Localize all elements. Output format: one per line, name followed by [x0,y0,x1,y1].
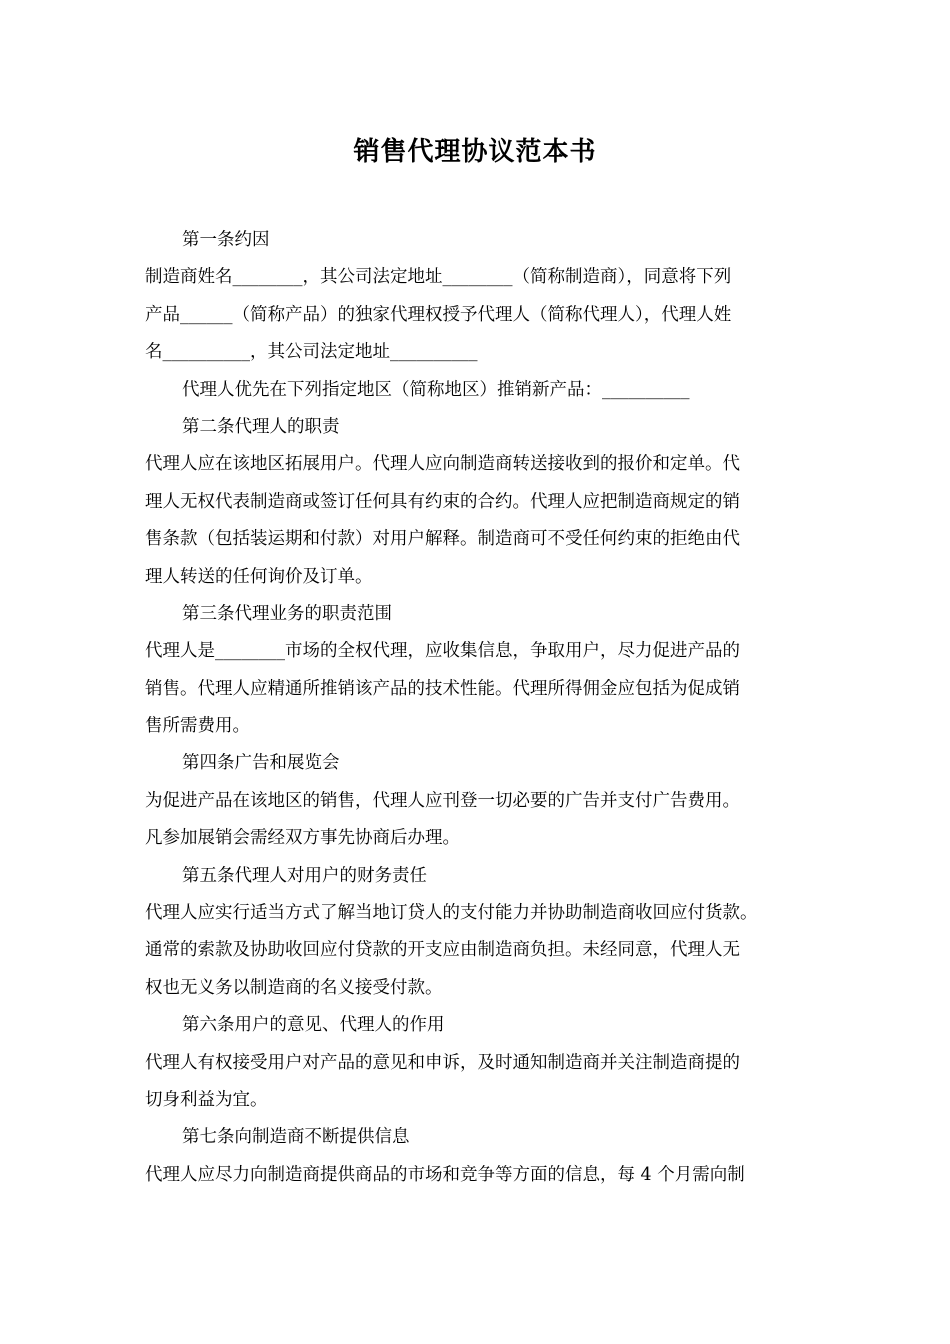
paragraph-line: 通常的索款及协助收回应付贷款的开支应由制造商负担。未经同意，代理人无 [145,940,740,961]
paragraph-line: 凡参加展销会需经双方事先协商后办理。 [145,828,460,849]
paragraph-line: 产品______（简称产品）的独家代理权授予代理人（简称代理人），代理人姓 [145,304,732,325]
paragraph-line: 切身利益为宜。 [145,1089,268,1110]
paragraph-line: 代理人是________市场的全权代理，应收集信息，争取用户，尽力促进产品的 [145,641,740,662]
section-line: 第三条代理业务的职责范围 [182,603,392,624]
section-line: 第二条代理人的职责 [182,416,340,437]
paragraph-line: 理人转送的任何询价及订单。 [145,566,373,587]
section-line: 第五条代理人对用户的财务责任 [182,865,427,886]
paragraph-line: 代理人应尽力向制造商提供商品的市场和竞争等方面的信息，每 4 个月需向制 [145,1164,745,1185]
document-body [145,222,810,1194]
section-line: 第四条广告和展览会 [182,753,340,774]
document-title: 销售代理协议范本书 [353,137,597,167]
section-line: 代理人优先在下列指定地区（简称地区）推销新产品：__________ [182,379,690,400]
paragraph-line: 理人无权代表制造商或签订任何具有约束的合约。代理人应把制造商规定的销 [145,491,740,512]
paragraph-line: 代理人应在该地区拓展用户。代理人应向制造商转送接收到的报价和定单。代 [145,454,740,475]
paragraph-line: 代理人有权接受用户对产品的意见和申诉，及时通知制造商并关注制造商提的 [145,1052,740,1073]
paragraph-line: 制造商姓名________，其公司法定地址________（简称制造商），同意将下列 [145,267,732,288]
paragraph-line: 销售。代理人应精通所推销该产品的技术性能。代理所得佣金应包括为促成销 [145,678,740,699]
section-line: 第六条用户的意见、代理人的作用 [182,1015,445,1036]
paragraph-line: 为促进产品在该地区的销售，代理人应刊登一切必要的广告并支付广告费用。 [145,790,740,811]
paragraph-line: 售条款（包括装运期和付款）对用户解释。制造商可不受任何约束的拒绝由代 [145,529,740,550]
paragraph-line: 售所需费用。 [145,716,250,737]
section-line: 第一条约因 [182,230,270,250]
section-line: 第七条向制造商不断提供信息 [182,1127,410,1148]
paragraph-line: 名__________，其公司法定地址__________ [145,342,478,363]
paragraph-line: 权也无义务以制造商的名义接受付款。 [145,977,443,998]
paragraph-line: 代理人应实行适当方式了解当地订贷人的支付能力并协助制造商收回应付货款。 [145,903,758,924]
